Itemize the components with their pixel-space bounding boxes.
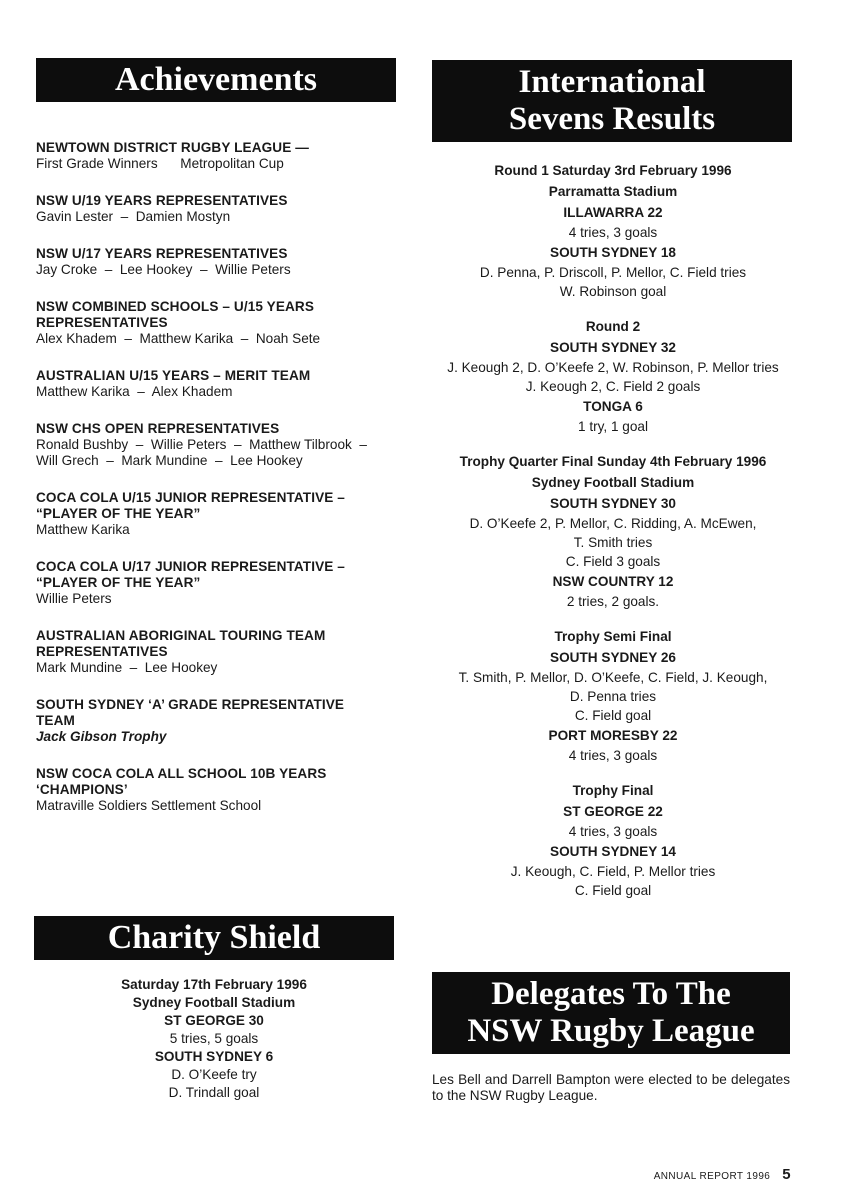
match-detail: D. Trindall goal [168,1085,260,1100]
achievement-award: Jack Gibson Trophy [36,729,167,744]
achievement-title: ‘CHAMPIONS’ [36,782,128,797]
achievement-item [36,193,406,225]
match-heading: ST GEORGE 22 [563,804,663,819]
achievement-names: Alex Khadem – Matthew Karika – Noah Sete [36,331,321,346]
achievement-title: TEAM [36,713,75,728]
match-heading: Saturday 17th February 1996 [121,977,307,992]
sevens-heading-line: Sevens Results [508,100,716,137]
achievement-item [36,299,406,347]
match-heading: SOUTH SYDNEY 6 [154,1049,274,1064]
achievement-item [36,421,406,469]
achievement-title: “PLAYER OF THE YEAR” [36,506,201,521]
match-heading: ILLAWARRA 22 [563,205,663,220]
achievement-title: NSW COCA COLA ALL SCHOOL 10B YEARS [36,766,327,781]
match-heading: SOUTH SYDNEY 14 [550,844,676,859]
match-detail: J. Keough 2, C. Field 2 goals [525,379,701,394]
page-number: 5 [782,1166,791,1183]
match-detail: 4 tries, 3 goals [568,824,658,839]
match-heading: Round 1 Saturday 3rd February 1996 [494,163,732,178]
sevens-round [430,451,796,611]
match-heading: Trophy Quarter Final Sunday 4th February 1996 [459,454,767,469]
achievement-title: COCA COLA U/17 JUNIOR REPRESENTATIVE – [36,559,345,574]
sevens-round [430,316,796,436]
match-detail: D. O’Keefe 2, P. Mellor, C. Ridding, A. McEwen, [469,516,757,531]
achievement-item [36,628,406,676]
match-detail: 2 tries, 2 goals. [566,594,660,609]
match-detail: C. Field goal [574,708,652,723]
delegates-heading [432,972,790,1054]
match-detail: 1 try, 1 goal [577,419,649,434]
match-heading: SOUTH SYDNEY 30 [550,496,676,511]
achievement-title: AUSTRALIAN ABORIGINAL TOURING TEAM [36,628,326,643]
match-detail: T. Smith tries [573,535,653,550]
match-detail: J. Keough, C. Field, P. Mellor tries [510,864,716,879]
achievement-names: Matraville Soldiers Settlement School [36,798,262,813]
sevens-round [430,780,796,900]
achievement-item [36,246,406,278]
delegates-text: Les Bell and Darrell Bampton were elected to be delegates to the NSW Rugby League. [432,1072,790,1103]
charity-shield-results [34,976,394,1102]
achievement-names: First Grade Winners Metropolitan Cup [36,156,284,171]
charity-shield-heading: Charity Shield [34,916,394,960]
match-detail: T. Smith, P. Mellor, D. O’Keefe, C. Field, J. Keough, [458,670,768,685]
achievement-title: NSW U/17 YEARS REPRESENTATIVES [36,246,288,261]
match-heading: SOUTH SYDNEY 26 [550,650,676,665]
achievement-names: Ronald Bushby – Willie Peters – Matthew Tilbrook – [36,437,367,452]
match-detail: D. Penna, P. Driscoll, P. Mellor, C. Field tries [479,265,747,280]
match-heading: Sydney Football Stadium [531,475,695,490]
sevens-round [430,626,796,765]
achievement-item [36,559,406,607]
sevens-results [430,160,796,915]
match-heading: TONGA 6 [583,399,643,414]
match-heading: Sydney Football Stadium [132,995,296,1010]
match-heading: SOUTH SYDNEY 18 [550,245,676,260]
achievement-names: Matthew Karika [36,522,130,537]
achievement-names: Gavin Lester – Damien Mostyn [36,209,231,224]
achievement-title: NEWTOWN DISTRICT RUGBY LEAGUE — [36,140,309,155]
achievement-title: NSW CHS OPEN REPRESENTATIVES [36,421,280,436]
match-heading: Trophy Final [572,783,654,798]
achievement-names: Willie Peters [36,591,112,606]
achievement-names: Mark Mundine – Lee Hookey [36,660,218,675]
achievement-title: REPRESENTATIVES [36,644,168,659]
footer-label: ANNUAL REPORT 1996 [653,1171,771,1182]
delegates-heading-line: NSW Rugby League [467,1012,755,1049]
achievement-names: Will Grech – Mark Mundine – Lee Hookey [36,453,303,468]
match-detail: D. Penna tries [569,689,657,704]
achievement-names: Jay Croke – Lee Hookey – Willie Peters [36,262,291,277]
match-heading: Trophy Semi Final [554,629,672,644]
achievement-title: “PLAYER OF THE YEAR” [36,575,201,590]
match-detail: J. Keough 2, D. O’Keefe 2, W. Robinson, P. Mellor tries [447,360,779,375]
achievement-title: COCA COLA U/15 JUNIOR REPRESENTATIVE – [36,490,345,505]
achievement-item [36,140,406,172]
achievement-title: AUSTRALIAN U/15 YEARS – MERIT TEAM [36,368,311,383]
match-heading: Round 2 [585,319,641,334]
sevens-results-heading [432,60,792,142]
achievement-title: NSW COMBINED SCHOOLS – U/15 YEARS [36,299,314,314]
achievements-list [36,140,406,835]
achievement-title: NSW U/19 YEARS REPRESENTATIVES [36,193,288,208]
match-detail: 4 tries, 3 goals [568,225,658,240]
achievement-title: REPRESENTATIVES [36,315,168,330]
achievements-heading: Achievements [36,58,396,102]
match-detail: C. Field 3 goals [565,554,661,569]
match-detail: W. Robinson goal [559,284,667,299]
match-heading: PORT MORESBY 22 [548,728,678,743]
achievement-item [36,368,406,400]
match-detail: 5 tries, 5 goals [169,1031,259,1046]
match-heading: SOUTH SYDNEY 32 [550,340,676,355]
sevens-round [430,160,796,301]
achievement-names: Matthew Karika – Alex Khadem [36,384,233,399]
match-detail: 4 tries, 3 goals [568,748,658,763]
match-heading: Parramatta Stadium [548,184,678,199]
achievement-item [36,766,406,814]
match-detail: C. Field goal [574,883,652,898]
achievement-item [36,697,406,745]
match-heading: NSW COUNTRY 12 [552,574,674,589]
match-heading: ST GEORGE 30 [164,1013,264,1028]
achievement-item [36,490,406,538]
achievement-title: SOUTH SYDNEY ‘A’ GRADE REPRESENTATIVE [36,697,345,712]
page-footer [654,1166,791,1183]
match-detail: D. O’Keefe try [171,1067,257,1082]
delegates-heading-line: Delegates To The [491,976,731,1012]
sevens-heading-line: International [518,64,706,100]
